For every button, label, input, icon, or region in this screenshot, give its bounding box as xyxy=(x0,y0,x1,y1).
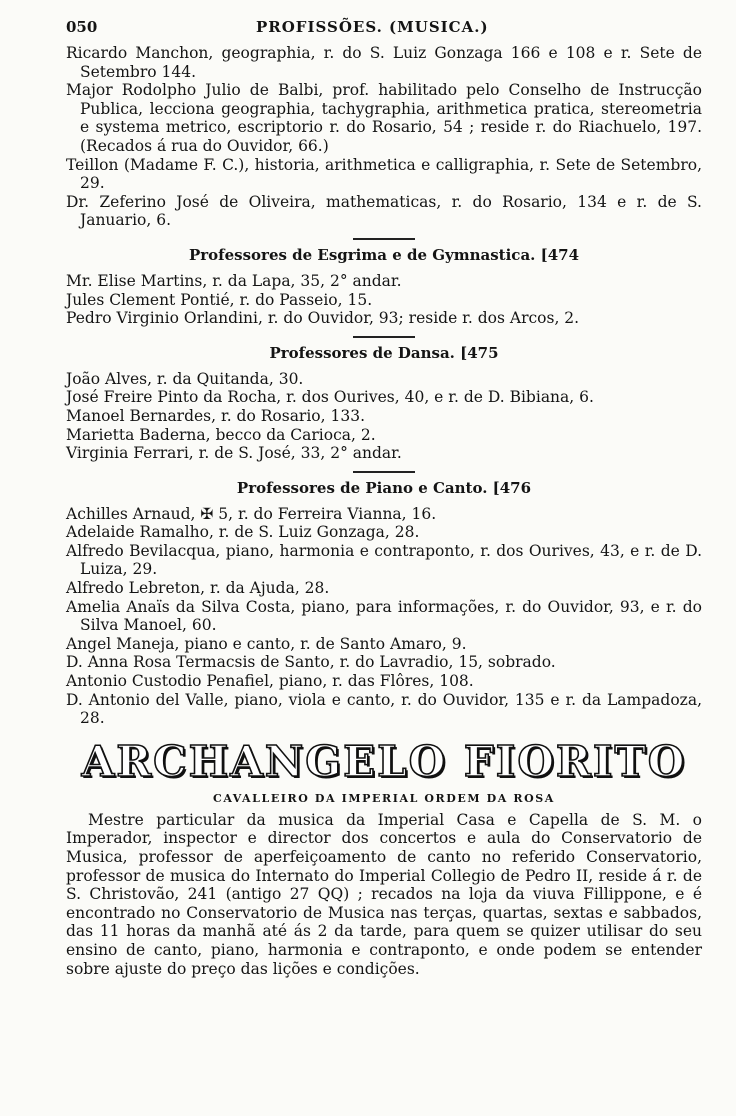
advert-body: Mestre particular da musica da Imperial Casa e Capella de S. M. o Imperador, inspector e director dos concertos e aula do Conservatorio de Musica, professor de aperfeiçoamento de canto no referido Conservatorio, professor de musica do Internato do Imperial Collegio de Pedro II, reside á r. de S. Christovão, 241 (antigo 27 QQ) ; recados na loja da viuva Fillippone, e é encontrado no Conservatorio de Musica nas terças, quartas, sextas e sabbados, das 11 horas da manhã até ás 2 da tarde, para quem se quizer utilisar do seu ensino de canto, piano, harmonia e contraponto, e onde podem se entender sobre ajuste do preço das lições e condições. xyxy=(66,810,702,978)
section-divider xyxy=(353,471,415,473)
list-item: Amelia Anaïs da Silva Costa, piano, para informações, r. do Ouvidor, 93, e r. do Silva Manoel, 60. xyxy=(66,597,702,635)
list-item: João Alves, r. da Quitanda, 30. xyxy=(66,369,304,388)
list-item: Marietta Baderna, becco da Carioca, 2. xyxy=(66,425,376,444)
list-item: Antonio Custodio Penafiel, piano, r. das Flôres, 108. xyxy=(66,672,474,691)
list-item: D. Antonio del Valle, piano, viola e canto, r. do Ouvidor, 135 e r. da Lampadoza, 28. xyxy=(66,690,702,728)
list-item: Jules Clement Pontié, r. do Passeio, 15. xyxy=(66,290,373,309)
list-item: Mr. Elise Martins, r. da Lapa, 35, 2° andar. xyxy=(66,271,402,290)
list-item: Major Rodolpho Julio de Balbi, prof. habilitado pelo Conselho de Instrucção Publica, lecciona geographia, tachygraphia, arithmetica pratica, stereometria e systema metrico, escriptorio r. do Rosario, 54 ; reside r. do Riachuelo, 197. (Recados á rua do Ouvidor, 66.) xyxy=(66,81,702,155)
list-item: Teillon (Madame F. C.), historia, arithmetica e calligraphia, r. Sete de Setembro, 29. xyxy=(66,155,702,193)
list-item: Pedro Virginio Orlandini, r. do Ouvidor, 93; reside r. dos Arcos, 2. xyxy=(66,309,580,328)
list-item: Manoel Bernardes, r. do Rosario, 133. xyxy=(66,406,365,425)
section-title: Professores de Dansa. [475 xyxy=(269,343,499,362)
section-piano-canto xyxy=(66,479,702,728)
section-dansa xyxy=(66,344,702,463)
list-item: Alfredo Lebreton, r. da Ajuda, 28. xyxy=(66,579,330,598)
page-number: 050 xyxy=(66,18,98,36)
list-item: Alfredo Bevilacqua, piano, harmonia e contraponto, r. dos Ourives, 43, e r. de D. Luiza, 29. xyxy=(66,541,702,579)
section-divider xyxy=(353,336,415,338)
section-divider xyxy=(353,238,415,240)
advert-order: CAVALLEIRO DA IMPERIAL ORDEM DA ROSA xyxy=(213,791,555,805)
advert-name: ARCHANGELO FIORITO xyxy=(81,736,687,786)
list-item: Achilles Arnaud, ✠ 5, r. do Ferreira Vianna, 16. xyxy=(66,504,437,523)
list-item: D. Anna Rosa Termacsis de Santo, r. do Lavradio, 15, sobrado. xyxy=(66,653,556,672)
list-item: Ricardo Manchon, geographia, r. do S. Luiz Gonzaga 166 e 108 e r. Sete de Setembro 144. xyxy=(66,44,702,81)
section-title: Professores de Piano e Canto. [476 xyxy=(236,478,532,497)
list-item: Dr. Zeferino José de Oliveira, mathematicas, r. do Rosario, 134 e r. de S. Januario, 6. xyxy=(66,192,702,230)
section-title: Professores de Esgrima e de Gymnastica. [474 xyxy=(188,245,580,264)
list-item: José Freire Pinto da Rocha, r. dos Ourives, 40, e r. de D. Bibiana, 6. xyxy=(66,388,594,407)
advertisement xyxy=(66,736,702,978)
running-head: PROFISSÕES. (MUSICA.) xyxy=(256,18,489,36)
list-item: Virginia Ferrari, r. de S. José, 33, 2° andar. xyxy=(66,444,402,463)
list-item: Adelaide Ramalho, r. de S. Luiz Gonzaga, 28. xyxy=(66,523,420,542)
section-esgrima xyxy=(66,246,702,328)
list-item: Angel Maneja, piano e canto, r. de Santo Amaro, 9. xyxy=(66,634,467,653)
page-header xyxy=(66,16,702,44)
intro-entries xyxy=(66,44,702,230)
